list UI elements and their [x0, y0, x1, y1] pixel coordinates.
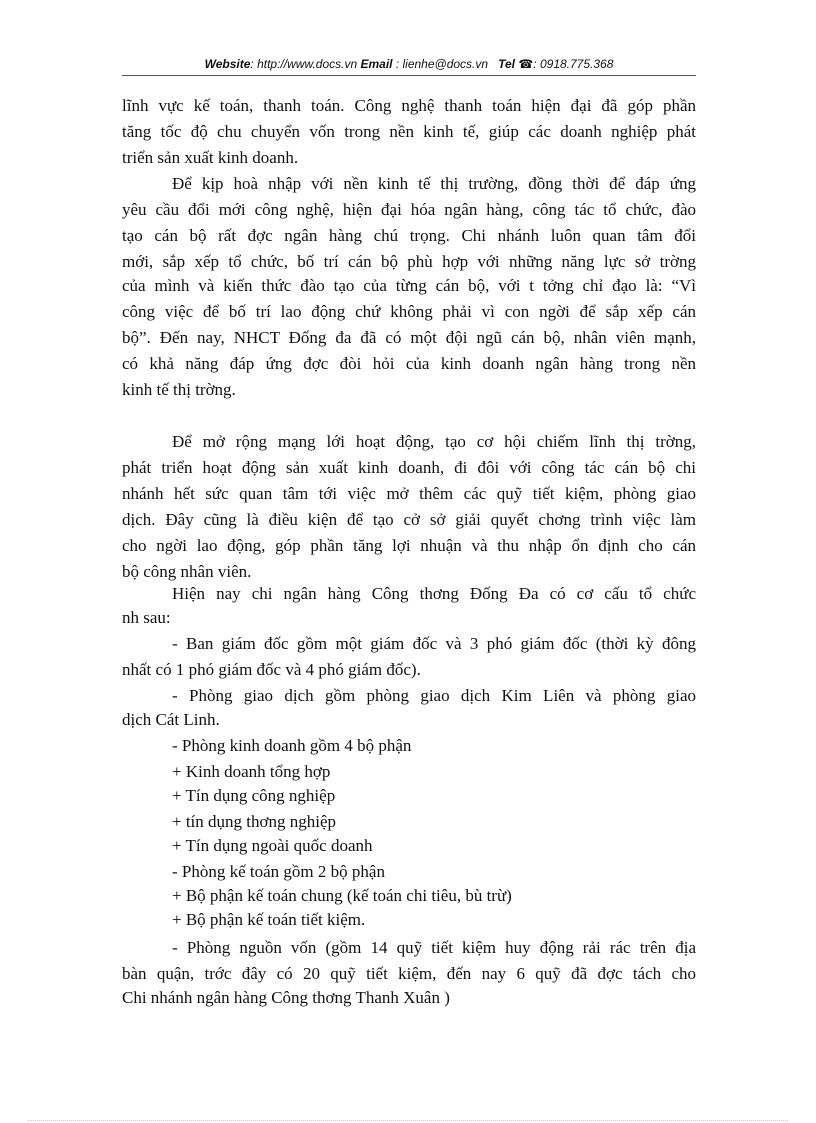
text-line: nh sau:: [122, 608, 171, 627]
list-item: - Phòng kinh doanh gồm 4 bộ phận: [172, 736, 412, 755]
text-line: - Phòng giao dịch gồm phòng giao dịch Kim Liên và phòng giao: [172, 686, 696, 705]
text-line: mới, sắp xếp tổ chức, bố trí cán bộ phù hợp với những năng lực sở trờng: [122, 252, 696, 271]
text-line: tăng tốc độ chu chuyển vốn trong nền kinh tế, giúp các doanh nghiệp phát: [122, 122, 696, 141]
text-line: triển sản xuất kinh doanh.: [122, 148, 299, 167]
page-header: [122, 57, 696, 71]
text-line: Để mở rộng mạng lới hoạt động, tạo cơ hội chiếm lĩnh thị trờng,: [172, 432, 696, 451]
list-item: - Phòng kế toán gồm 2 bộ phận: [172, 862, 385, 881]
website-label: Website: [204, 57, 251, 71]
text-line: dịch. Đây cũng là điều kiện để tạo cở sở giải quyết chơng trình việc làm: [122, 510, 696, 529]
text-line: - Ban giám đốc gồm một giám đốc và 3 phó giám đốc (thời kỳ đông: [172, 634, 696, 653]
list-item: + tín dụng thơng nghiệp: [172, 812, 337, 831]
header-rule: [122, 75, 696, 76]
text-line: nhất có 1 phó giám đốc và 4 phó giám đốc).: [122, 660, 421, 679]
email-value: : lienhe@docs.vn: [392, 57, 489, 71]
text-line: - Phòng nguồn vốn (gồm 14 quỹ tiết kiệm huy động rải rác trên địa: [172, 938, 696, 957]
text-line: bộ”. Đến nay, NHCT Đống đa đã có một đội ngũ cán bộ, nhân viên mạnh,: [122, 328, 696, 347]
phone-icon: ☎: [518, 57, 534, 71]
text-line: dịch Cát Linh.: [122, 710, 220, 729]
text-line: nhánh hết sức quan tâm tới việc mở thêm các quỹ tiết kiệm, phòng giao: [122, 484, 696, 503]
list-item: + Bộ phận kế toán tiết kiệm.: [172, 910, 366, 929]
text-line: cho ngời lao động, góp phần tăng lợi nhuận và thu nhập ổn định cho cán: [122, 536, 696, 555]
list-item: + Tín dụng công nghiệp: [172, 786, 336, 805]
text-line: công việc để bố trí lao động chứ không phải vì con ngời để sắp xếp cán: [122, 302, 696, 321]
text-line: bộ công nhân viên.: [122, 562, 252, 581]
text-line: lĩnh vực kế toán, thanh toán. Công nghệ thanh toán hiện đại đã góp phần: [122, 96, 696, 115]
text-line: Chi nhánh ngân hàng Công thơng Thanh Xuân ): [122, 988, 450, 1007]
text-line: có khả năng đáp ứng đợc đòi hỏi của kinh doanh ngân hàng trong nền: [122, 354, 696, 373]
list-item: + Bộ phận kế toán chung (kế toán chi tiêu, bù trừ): [172, 886, 512, 905]
website-value: : http://www.docs.vn: [250, 57, 358, 71]
text-line: Hiện nay chi ngân hàng Công thơng Đống Đa có cơ cấu tổ chức: [172, 584, 696, 603]
text-line: của mình và kiến thức đào tạo của từng cán bộ, với t tởng chỉ đạo là: “Vì: [122, 276, 696, 295]
text-line: yêu cầu đổi mới công nghệ, hiện đại hóa ngân hàng, công tác tổ chức, đào: [122, 200, 696, 219]
tel-label: Tel: [498, 57, 515, 71]
tel-value: : 0918.775.368: [533, 57, 614, 71]
list-item: + Tín dụng ngoài quốc doanh: [172, 836, 373, 855]
text-line: phát triển hoạt động sản xuất kinh doanh, đi đôi với công tác cán bộ chi: [122, 458, 696, 477]
text-line: bàn quận, trớc đây có 20 quỹ tiết kiệm, đến nay 6 quỹ đã đợc tách cho: [122, 964, 696, 983]
text-line: Để kịp hoà nhập với nền kinh tế thị trường, đồng thời để đáp ứng: [172, 174, 696, 193]
text-line: tạo cán bộ rất đợc ngân hàng chú trọng. Chi nhánh luôn quan tâm đổi: [122, 226, 696, 245]
text-line: kinh tế thị trờng.: [122, 380, 236, 399]
email-label: Email: [360, 57, 393, 71]
page-bottom-rule: [28, 1120, 788, 1121]
list-item: + Kinh doanh tổng hợp: [172, 762, 331, 781]
